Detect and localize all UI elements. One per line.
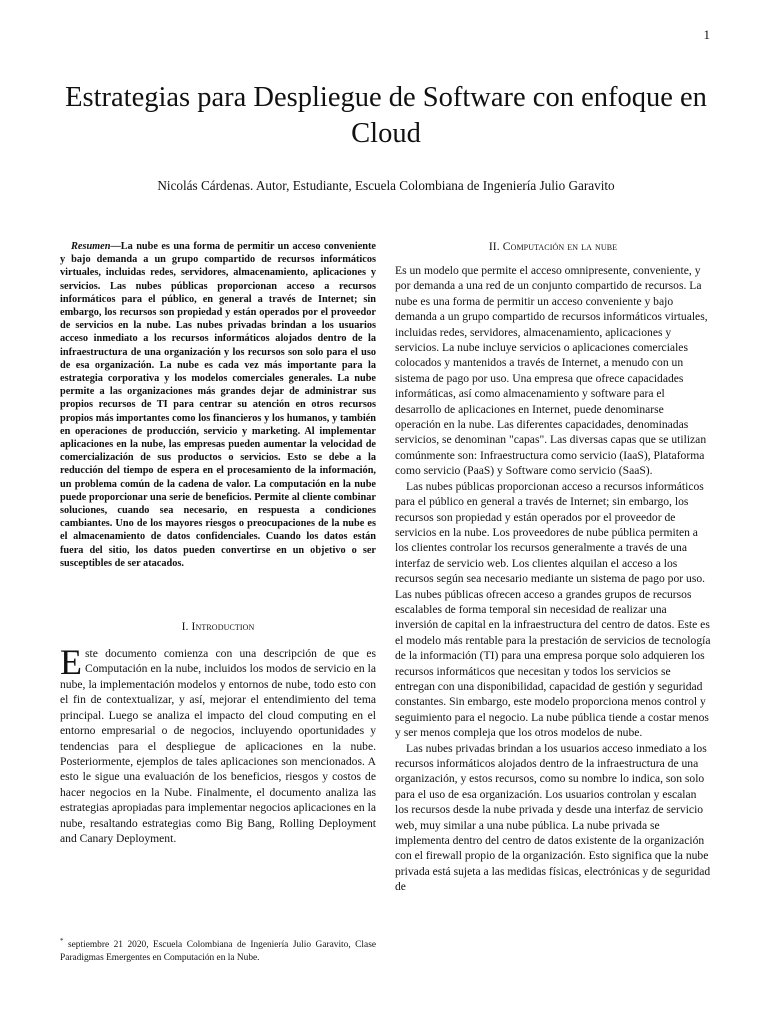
abstract bbox=[60, 240, 376, 570]
section-2-paragraph: Es un modelo que permite el acceso omnipresente, conveniente, y por demanda a una red de un conjunto compartido de recursos. La nube es una forma de permitir un acceso conveniente y bajo demanda a un grupo compartido de recursos informáticos virtuales, incluidas redes, servidores, almacenamiento, aplicaciones y servicios. La nube incluye servicios o aplicaciones comerciales colocados y mantenidos a través de Internet, a menudo con un sistema de pago por uso. Una empresa que ofrece capacidades informáticas, así como almacenamiento y software para el desarrollo de aplicaciones en Internet, puede denominarse operación en la nube. Las diferentes capacidades, denominadas servicios, se denominan "capas". Las diversas capas que se utilizan comúnmente son: Infraestructura como servicio (IaaS), Plataforma como servicio (PaaS) y Software como servicio (SaaS). bbox=[395, 264, 708, 478]
paper-title: Estrategias para Despliegue de Software con enfoque en Cloud bbox=[65, 82, 707, 149]
page-number: 1 bbox=[703, 27, 710, 42]
abstract-label: Resumen bbox=[71, 241, 111, 252]
section-2-paragraph: Las nubes privadas brindan a los usuarios acceso inmediato a los recursos informáticos alojados dentro de la infraestructura de una organización, y estos recursos, como su nombre lo indica, son solo para el uso de esa organización. Los usuarios controlan y escalan los recursos desde la nube privada y desde una interfaz de servicio web, muy similar a una nube pública. La nube privada se implementa dentro del centro de datos existente de la organización con el firewall propio de la organización. Esto significa que la nube privada está sujeta a las medidas físicas, electrónicas y de seguridad de bbox=[395, 741, 711, 894]
drop-cap: E bbox=[60, 642, 82, 683]
footnote-marker: * bbox=[60, 937, 64, 945]
section-2-paragraph: Las nubes públicas proporcionan acceso a recursos informáticos para el público en general a través de Internet; sin embargo, los recursos son propiedad y están operados por el proveedor de servicios en la nube. Los proveedores de nube pública permiten a los clientes controlar los recursos generalmente a través de una interfaz de servicio web. Los clientes alquilan el acceso a los recursos según sea necesario mediante un sistema de pago por uso. Las nubes públicas ofrecen acceso a grandes grupos de recursos escalables de forma temporal sin necesidad de realizar una inversión de capital en la infraestructura del centro de datos. Este es el modelo más rentable para la prestación de servicios de tecnología de la información (TI) para una empresa porque solo adquieren los recursos informáticos que necesitan y todos los servicios se entregan con una disponibilidad, capacidad de gestión y seguridad constantes. Sin embargo, este modelo proporciona menos control y seguimiento para el negocio. La nube pública tiende a costar menos y ser menos compleja que los otros modelos de nube. bbox=[395, 479, 711, 740]
right-column bbox=[395, 240, 711, 895]
section-2-heading: II. Computación en la nube bbox=[488, 240, 618, 253]
section-2-body bbox=[395, 263, 711, 895]
abstract-text: La nube es una forma de permitir un acceso conveniente y bajo demanda a un grupo compartido de recursos informáticos virtuales, incluidas redes, servidores, almacenamiento, aplicaciones y servicios. Las nubes públicas proporcionan acceso a recursos informáticos para el público, en general a través de Internet; sin embargo, los recursos son propiedad y están operados por el proveedor de servicios en la nube. Las nubes privadas brindan a los usuarios acceso inmediato a los recursos informáticos alojados dentro de la infraestructura de una organización y los recursos son solo para el uso de esa organización. La nube es cada vez más importante para la estrategia corporativa y los modelos comerciales generales. La nube permite a las organizaciones más grandes dejar de administrar sus propios recursos de TI para centrar su atención en otros recursos propios más importantes como los financieros y los humanos, y también en operaciones de producción, servicio y marketing. Al implementar aplicaciones en la nube, las empresas pueden aumentar la velocidad de comercialización de sus productos o servicios. Esto se debe a la reducción del tiempo de espera en el procesamiento de la información, un problema común de la cadena de valor. La computación en la nube puede proporcionar una serie de beneficios. Permite al cliente combinar soluciones, cuando sea necesario, en respuesta a condiciones cambiantes. Uno de los mayores riesgos o preocupaciones de la nube es el almacenamiento de datos confidenciales. Cuando los datos están fuera del sitio, los datos pueden convertirse en un objetivo o ser susceptibles de ser atacados. bbox=[60, 241, 376, 569]
left-column bbox=[60, 240, 376, 846]
footnote bbox=[60, 935, 376, 964]
footnote-text: septiembre 21 2020, Escuela Colombiana de Ingeniería Julio Garavito, Clase Paradigmas Emergentes en Computación en la Nube. bbox=[60, 940, 377, 963]
introduction-text: ste documento comienza con una descripción de que es Computación en la nube, incluidos los modos de servicio en la nube, la implementación modelos y entornos de nube, todo esto con el fin de contextualizar, y así, mejorar el entendimiento del tema principal. Luego se analiza el impacto del cloud computing en el entorno empresarial o de negocios, incluyendo oportunidades y tendencias para el despliegue de aplicaciones en la nube. Posteriormente, ejemplos de tales aplicaciones son mencionados. A esto le sigue una evaluación de los beneficios, riesgos y costos de hacer negocios en la Nube. Finalmente, el documento analiza las estrategias apropiadas para implementar negocios aplicaciones en la nube, resaltando estrategias como Big Bang, Rolling Deployment and Canary Deployment. bbox=[60, 647, 376, 845]
introduction-body bbox=[60, 642, 376, 846]
introduction-heading: I. Introduction bbox=[181, 620, 255, 634]
author-line: Nicolás Cárdenas. Autor, Estudiante, Escuela Colombiana de Ingeniería Julio Garavito bbox=[157, 178, 615, 193]
abstract-dash: — bbox=[110, 241, 121, 252]
